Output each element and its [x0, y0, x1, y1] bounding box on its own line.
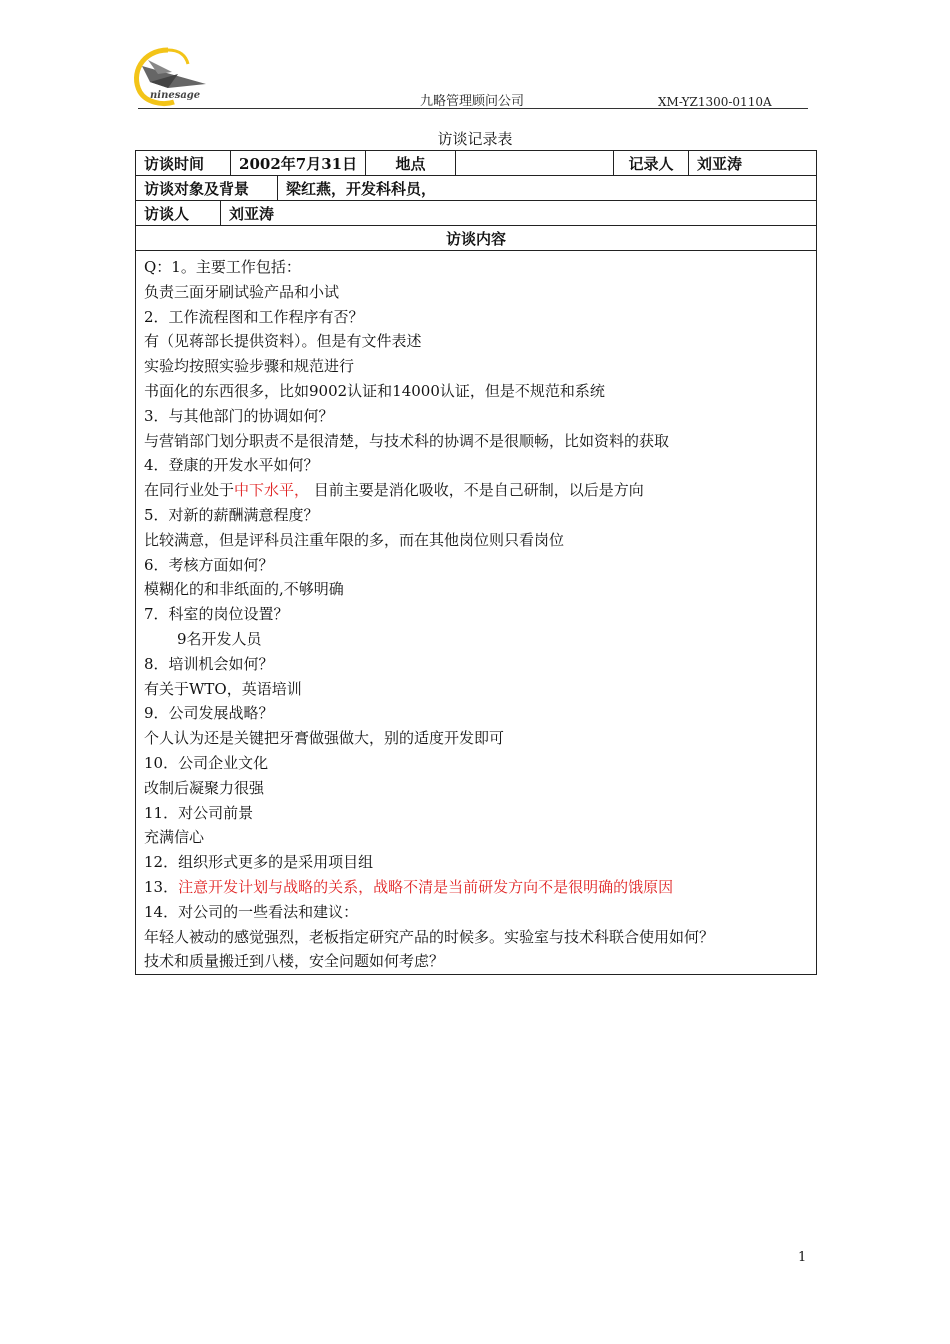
label-recorder: 记录人 — [614, 151, 689, 176]
content-line: 12．组织形式更多的是采用项目组 — [144, 853, 374, 872]
value-subject-background: 梁红燕，开发科科员， — [278, 176, 817, 201]
content-line: 书面化的东西很多，比如9002认证和14000认证，但是不规范和系统 — [144, 381, 605, 400]
content-line: 改制后凝聚力很强 — [144, 778, 265, 797]
content-line: 9．公司发展战略？ — [144, 704, 274, 723]
header-divider — [138, 108, 808, 109]
content-line: 5．对新的薪酬满意程度？ — [144, 505, 319, 524]
page-title: 访谈记录表 — [437, 130, 513, 148]
value-interviewer: 刘亚涛 — [221, 201, 817, 226]
label-place: 地点 — [366, 151, 456, 176]
content-line — [144, 478, 808, 503]
content-line: 14．对公司的一些看法和建议： — [144, 902, 359, 921]
row-content-header — [136, 226, 817, 251]
svg-text:ninesage: ninesage — [150, 90, 201, 101]
label-subject-background: 访谈对象及背景 — [136, 176, 278, 201]
label-interviewer: 访谈人 — [136, 201, 221, 226]
value-interview-time: 2002年7月31日 — [231, 151, 366, 176]
content-line: 充满信心 — [144, 828, 205, 847]
content-line: 6．考核方面如何？ — [144, 555, 274, 574]
content-line: 与营销部门划分职责不是很清楚，与技术科的协调不是很顺畅，比如资料的获取 — [144, 431, 670, 450]
content-line: 7．科室的岗位设置？ — [144, 605, 289, 624]
row-interviewer — [136, 201, 817, 226]
highlighted-text: 注意开发计划与战略的关系，战略不清是当前研发方向不是很明确的饿原因 — [178, 877, 674, 896]
row-time-place — [136, 151, 817, 176]
label-interview-time: 访谈时间 — [136, 151, 231, 176]
content-line: 年轻人被动的感觉强烈，老板指定研究产品的时候多。实验室与技术科联合使用如何？ — [144, 927, 715, 946]
content-line: 8．培训机会如何？ — [144, 654, 274, 673]
content-text: 13． — [144, 877, 179, 896]
value-place — [456, 151, 614, 176]
content-line: Q：1。主要工作包括： — [144, 258, 301, 276]
document-code: XM-YZ1300-0110A — [658, 95, 772, 109]
content-line: 负责三面牙刷试验产品和小试 — [144, 282, 340, 301]
content-line: 实验均按照实验步骤和规范进行 — [144, 357, 355, 376]
content-line: 4．登康的开发水平如何？ — [144, 456, 319, 475]
page-number: 1 — [798, 1250, 807, 1265]
content-line: 11．对公司前景 — [144, 803, 254, 822]
row-subject — [136, 176, 817, 201]
content-line: 2．工作流程图和工作程序有否？ — [144, 307, 364, 326]
interview-content-cell — [136, 251, 817, 975]
highlighted-text: 中下水平， — [234, 481, 310, 500]
company-logo — [128, 44, 228, 108]
content-line: 3．与其他部门的协调如何？ — [144, 406, 334, 425]
content-text: 在同行业处于 — [144, 481, 235, 500]
content-line: 10．公司企业文化 — [144, 753, 269, 772]
content-line: 9名开发人员 — [177, 629, 262, 648]
company-name: 九略管理顾问公司 — [420, 94, 525, 109]
content-line: 技术和质量搬迁到八楼，安全问题如何考虑？ — [144, 952, 445, 971]
content-line: 有关于WTO，英语培训 — [144, 679, 302, 698]
content-line: 有（见蒋部长提供资料）。但是有文件表述 — [144, 332, 422, 351]
row-content — [136, 251, 817, 975]
value-recorder: 刘亚涛 — [689, 151, 817, 176]
interview-form-table — [135, 150, 817, 975]
content-line — [144, 875, 808, 900]
content-line: 比较满意，但是评科员注重年限的多，而在其他岗位则只看岗位 — [144, 530, 565, 549]
content-line: 个人认为还是关键把牙膏做强做大，别的适度开发即可 — [144, 729, 505, 748]
content-line: 模糊化的和非纸面的,不够明确 — [144, 580, 344, 599]
label-interview-content: 访谈内容 — [136, 226, 817, 251]
content-text: 目前主要是消化吸收，不是自己研制，以后是方向 — [309, 481, 644, 500]
